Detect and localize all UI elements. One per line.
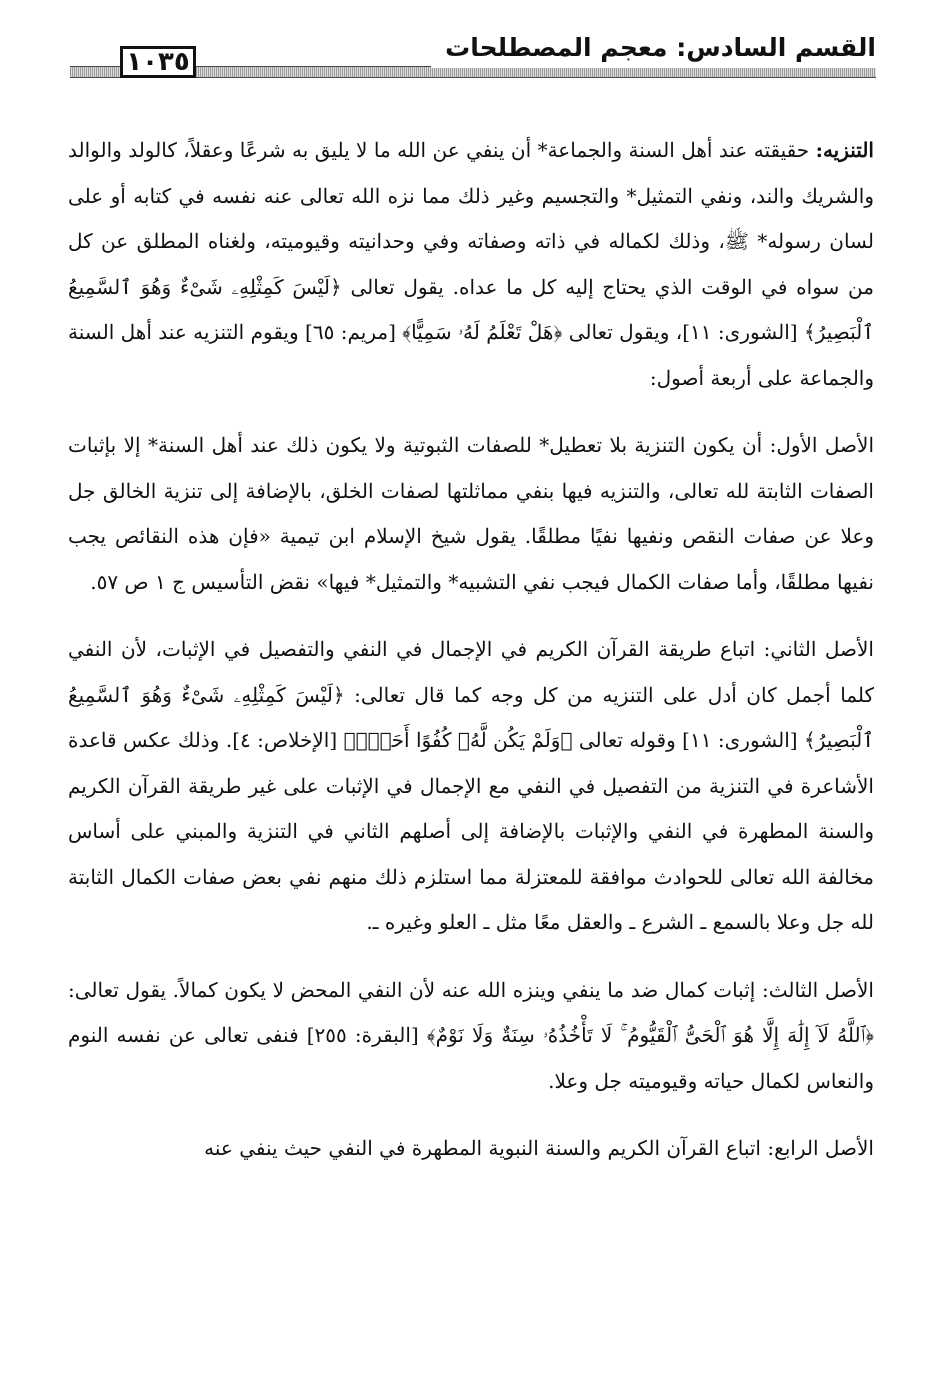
- paragraph-second-principle: الأصل الثاني: اتباع طريقة القرآن الكريم في الإجمال في النفي والتفصيل في الإثبات، لأن النفي كلما أجمل كان أدل على التنزيه من كل وجه كما قال تعالى: ﴿لَيْسَ كَمِثْلِهِۦ شَىْءٌ وَهُوَ ٱلسَّمِيعُ ٱلْبَصِيرُ﴾ [الشورى: ١١] وقوله تعالى ﴿وَلَمْ يَكُن لَّهُۥ كُفُوًا أَحَدٌۢ﴾ [الإخلاص: ٤]. وذلك عكس قاعدة الأشاعرة في التنزية من التفصيل في النفي مع الإجمال في الإثبات على غير طريقة القرآن الكريم والسنة المطهرة في النفي والإثبات بالإضافة إلى أصلهم الثاني في التنزية والمبني على أساس مخالفة الله تعالى للحوادث موافقة للمعتزلة مما استلزم ذلك منهم نفي بعض صفات الكمال الثابتة لله جل وعلا بالسمع ـ الشرع ـ والعقل معًا مثل ـ العلو وغيره ـ.: [68, 637, 874, 934]
- header-rule-left: [70, 66, 120, 78]
- paragraph-tanzih-definition: [68, 128, 874, 401]
- page-number: ١٠٣٥: [120, 46, 196, 78]
- page-header: [70, 28, 876, 78]
- paragraph-third-principle: الأصل الثالث: إثبات كمال ضد ما ينفي وينزه الله عنه لأن النفي المحض لا يكون كمالاً. يقول تعالى: ﴿ٱللَّهُ لَآ إِلَٰهَ إِلَّا هُوَ ٱلْحَىُّ ٱلْقَيُّومُ ۚ لَا تَأْخُذُهُۥ سِنَةٌ وَلَا نَوْمٌ﴾ [البقرة: ٢٥٥] فنفى تعالى عن نفسه النوم والنعاس لكمال حياته وقيوميته جل وعلا.: [68, 977, 874, 1093]
- running-title: القسم السادس: معجم المصطلحات: [431, 28, 876, 68]
- entry-definition: حقيقته عند أهل السنة والجماعة* أن ينفي عن الله ما لا يليق به شرعًا وعقلاً، كالولد والوالد والشريك والند، ونفي التمثيل* والتجسيم وغير ذلك مما نزه الله تعالى عنه نفسه في كتابه أو على لسان رسوله* ﷺ، وذلك لكماله في ذاته وصفاته وفي وحدانيته وقيوميته، ولغناه المطلق عن كل من سواه في الوقت الذي يحتاج إليه كل ما عداه. يقول تعالى ﴿لَيْسَ كَمِثْلِهِۦ شَىْءٌ وَهُوَ ٱلسَّمِيعُ ٱلْبَصِيرُ﴾ [الشورى: ١١]، ويقول تعالى ﴿هَلْ تَعْلَمُ لَهُۥ سَمِيًّا﴾ [مريم: ٦٥] ويقوم التنزيه عند أهل السنة والجماعة على أربعة أصول:: [68, 138, 874, 390]
- page-body: [68, 128, 874, 1194]
- paragraph-fourth-principle: الأصل الرابع: اتباع القرآن الكريم والسنة النبوية المطهرة في النفي حيث ينفي عنه: [204, 1136, 874, 1160]
- paragraph-first-principle: الأصل الأول: أن يكون التنزية بلا تعطيل* للصفات الثبوتية ولا يكون ذلك عند أهل السنة* إلا بإثبات الصفات الثابتة لله تعالى، والتنزيه فيها بنفي مماثلتها لصفات الخلق، بالإضافة إلى تنزية الخالق جل وعلا عن صفات النقص ونفيها نفيًا مطلقًا. يقول شيخ الإسلام ابن تيمية «فإن هذه النقائص يجب نفيها مطلقًا، وأما صفات الكمال فيجب نفي التشبيه* والتمثيل* فيها» نقض التأسيس ج ١ ص ٥٧.: [68, 433, 874, 594]
- entry-term: التنزيه:: [815, 138, 874, 162]
